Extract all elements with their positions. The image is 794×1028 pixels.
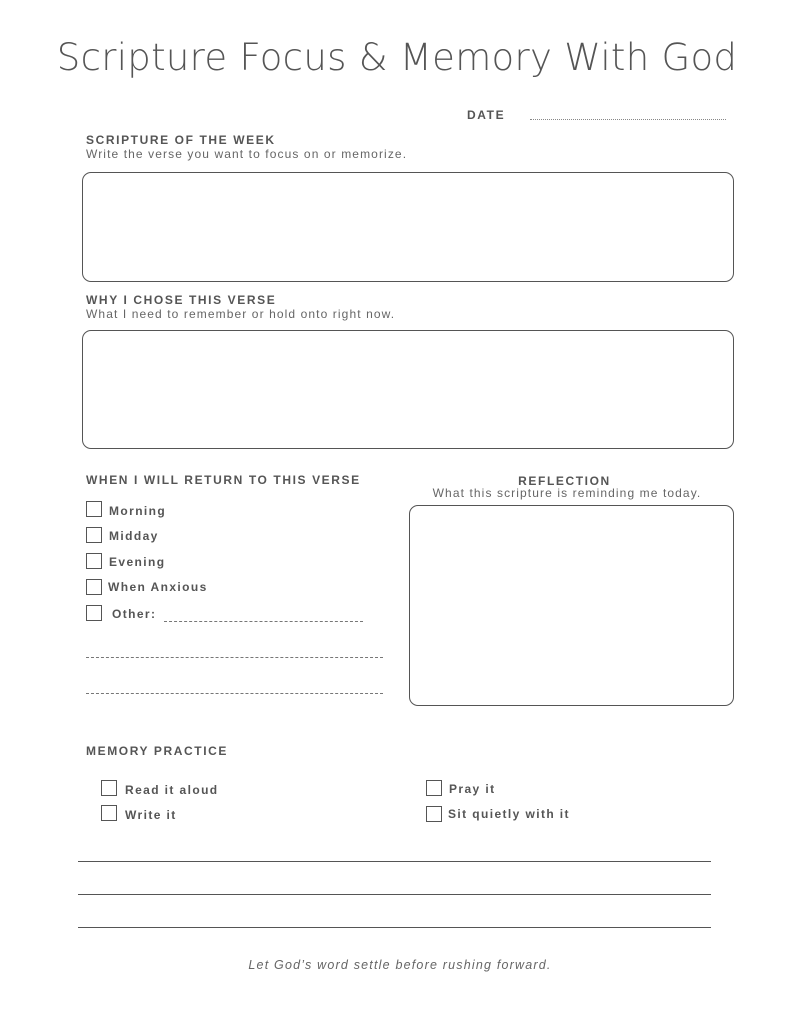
checkbox-pray-it[interactable] (426, 780, 442, 796)
why-section-label: WHY I CHOSE THIS VERSE (86, 293, 277, 307)
other-write-line[interactable] (164, 621, 363, 622)
option-label-sit-quietly: Sit quietly with it (448, 807, 570, 821)
option-label-midday: Midday (109, 529, 159, 543)
scripture-section-label: SCRIPTURE OF THE WEEK (86, 133, 276, 147)
reflection-write-box[interactable] (409, 505, 734, 706)
option-label-morning: Morning (109, 504, 167, 518)
scripture-section-subtitle: Write the verse you want to focus on or memorize. (86, 147, 408, 161)
checkbox-sit-quietly[interactable] (426, 806, 442, 822)
option-label-evening: Evening (109, 555, 166, 569)
memory-section-label: MEMORY PRACTICE (86, 744, 229, 758)
option-label-pray-it: Pray it (449, 782, 496, 796)
option-label-read-it-aloud: Read it aloud (125, 783, 219, 797)
date-label: DATE (467, 108, 506, 122)
option-label-write-it: Write it (125, 808, 177, 822)
page-title: Scripture Focus & Memory With God (56, 36, 738, 79)
checkbox-read-it-aloud[interactable] (101, 780, 117, 796)
writing-line-3[interactable] (78, 927, 711, 928)
notes-line-2[interactable] (86, 693, 383, 694)
option-label-other: Other: (112, 607, 157, 621)
writing-line-1[interactable] (78, 861, 711, 862)
reflection-section-label: REFLECTION (518, 474, 611, 488)
checkbox-evening[interactable] (86, 553, 102, 569)
checkbox-morning[interactable] (86, 501, 102, 517)
reflection-section-subtitle: What this scripture is reminding me today. (432, 486, 702, 500)
checkbox-midday[interactable] (86, 527, 102, 543)
writing-line-2[interactable] (78, 894, 711, 895)
checkbox-other[interactable] (86, 605, 102, 621)
notes-line-1[interactable] (86, 657, 383, 658)
scripture-write-box[interactable] (82, 172, 734, 282)
why-write-box[interactable] (82, 330, 734, 449)
why-section-subtitle: What I need to remember or hold onto right now. (86, 307, 396, 321)
option-label-when-anxious: When Anxious (108, 580, 208, 594)
checkbox-write-it[interactable] (101, 805, 117, 821)
checkbox-when-anxious[interactable] (86, 579, 102, 595)
date-field-line[interactable] (530, 119, 726, 120)
footer-quote: Let God’s word settle before rushing forward. (248, 958, 552, 972)
return-section-label: WHEN I WILL RETURN TO THIS VERSE (86, 473, 361, 487)
